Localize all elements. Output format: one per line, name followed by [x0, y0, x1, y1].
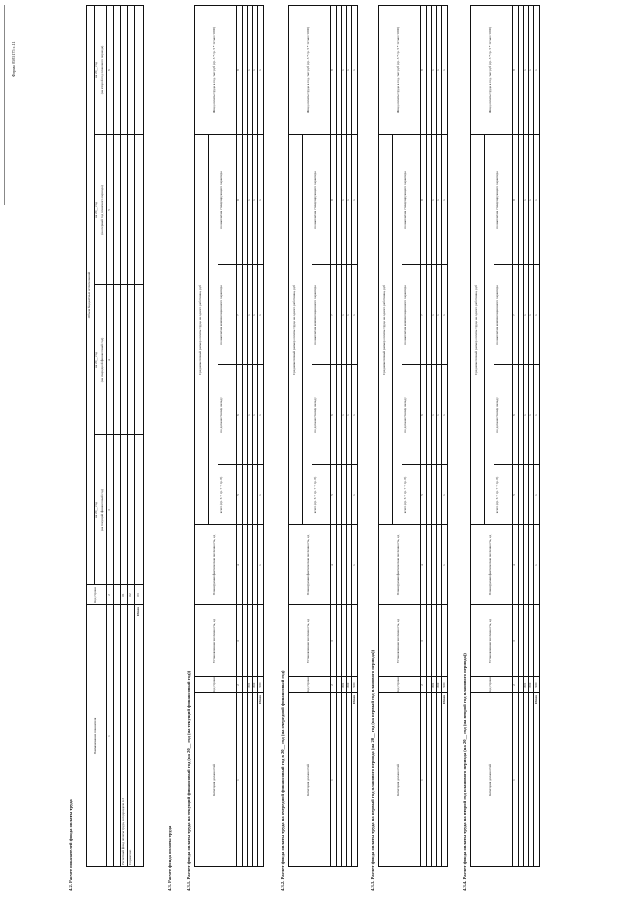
top-rule: [4, 5, 5, 205]
table-1-total-x: x: [257, 314, 262, 316]
col-code-header: Код строки: [93, 587, 98, 603]
table-1-salary-header: по должностному окладу: [219, 397, 224, 433]
table-2-avg-header: Среднемесячный размер оплаты труда на одного работника, руб: [292, 284, 297, 376]
table-3-num-1: 1: [420, 779, 425, 781]
table-3-total-code: 900: [441, 682, 446, 688]
table-1-row-code-802: 802: [252, 682, 256, 688]
row-ref-name: Справочно: [127, 849, 132, 865]
table-2-total-x: x: [351, 314, 356, 316]
table-1-num-4: 4: [236, 564, 241, 566]
table-3-row-2-x: x: [436, 414, 440, 416]
table-4-row-1-x: x: [523, 414, 527, 416]
table-2-num-9: 9: [330, 69, 335, 71]
table-2-stim-header: по выплатам стимулирующего характера: [313, 171, 318, 229]
table-3-total-x: x: [441, 314, 446, 316]
section-4-3-title: 4.3. Расчет фонда оплаты труда: [167, 825, 172, 891]
table-1-row-1-x: x: [247, 314, 251, 316]
table-1-num-6: 6: [236, 414, 241, 416]
col-name-header: Наименование показателя: [93, 717, 98, 755]
table-2-num-5: 5: [330, 494, 335, 496]
section-4-3-4-title: 4.3.4. Расчет фонда оплаты труда на второй год планового периода (на 20__ год (на второй год планового периода)): [462, 653, 467, 891]
num-2: 2: [106, 594, 111, 596]
table-1-comp-header: по выплатам компенсационного характера: [219, 285, 224, 345]
table-2-row-2-x: x: [346, 69, 350, 71]
table-2-row-1-x: x: [341, 414, 345, 416]
table-2-total-code: 900: [351, 682, 356, 688]
year1-header: на 20__ год: [94, 502, 99, 518]
table-4-num-4: 4: [512, 564, 517, 566]
total-label: Итого: [136, 607, 141, 616]
table-2-total-header: всего (гр. 6 + гр. 7 + гр. 8): [313, 476, 318, 514]
table-4-row-2-x: x: [528, 199, 532, 201]
table-1-fund-header: Фонд оплаты труда в год, тыс руб (гр. 3 * гр. 5 * 12 мес/1000): [212, 26, 217, 114]
section-4-3-3-title: 4.3.3. Расчет фонда оплаты труда на первый год планового периода (на 20__ год (на первый год планового периода)): [370, 649, 375, 891]
table-4-total-x: x: [533, 414, 538, 416]
table-1-total-x: x: [257, 414, 262, 416]
table-2-row-2-x: x: [346, 199, 350, 201]
table-2-total-x: x: [351, 564, 356, 566]
table-4-staff-header: Установленная численность, ед: [488, 618, 493, 664]
table-2-num-3: 3: [330, 640, 335, 642]
table-3-row-2-x: x: [436, 314, 440, 316]
table-4-row-1-x: x: [523, 199, 527, 201]
year2-header: на 20__ год: [94, 352, 99, 368]
table-1-num-1: 1: [236, 779, 241, 781]
section-4-3-2-title: 4.3.2. Расчет фонда оплаты труда на очередной финансовый год в 20__ год (на очередной финансовый год): [280, 670, 285, 891]
table-1-num-7: 7: [236, 314, 241, 316]
table-2-fund-header: Фонд оплаты труда в год, тыс руб (гр. 3 * гр. 5 * 12 мес/1000): [306, 26, 311, 114]
table-2-total-x: x: [351, 69, 356, 71]
num-3: 3: [106, 509, 111, 511]
table-1-row-1-x: x: [247, 414, 251, 416]
table-4-row-1-x: x: [523, 69, 527, 71]
table-4-num-2: 2: [512, 684, 517, 686]
table-3-salary-header: по должностному окладу: [403, 397, 408, 433]
table-3-total-x: x: [441, 199, 446, 201]
table-3-code-header: Код строки: [396, 677, 401, 693]
table-4-num-9: 9: [512, 69, 517, 71]
table-1-num-8: 8: [236, 199, 241, 201]
table-1-avg-header: Среднемесячный размер оплаты труда на одного работника, руб: [198, 284, 203, 376]
table-1-stim-header: по выплатам стимулирующего характера: [219, 171, 224, 229]
col-obligations-header: Объем бюджетных ассигнований: [87, 271, 92, 319]
table-3-actual-header: Планируемая фактическая численность, ед: [396, 534, 401, 596]
num-6: 6: [106, 69, 111, 71]
section-4-2-title: 4.2. Расчет показателей фонда оплаты труда: [68, 799, 73, 891]
table-3-num-7: 7: [420, 314, 425, 316]
table-2-code-header: Код строки: [306, 677, 311, 693]
table-3-num-6: 6: [420, 414, 425, 416]
table-3-comp-header: по выплатам компенсационного характера: [403, 285, 408, 345]
table-1-row-2-x: x: [252, 69, 256, 71]
table-4-hline: [518, 5, 519, 867]
table-3-stim-header: по выплатам стимулирующего характера: [403, 171, 408, 229]
table-3-num-8: 8: [420, 199, 425, 201]
table-1-actual-header: Планируемая фактическая численность, ед: [212, 534, 217, 596]
table-4-actual-header: Планируемая фактическая численность, ед: [488, 534, 493, 596]
total-code: 03: [136, 593, 141, 597]
table-1-num-9: 9: [236, 69, 241, 71]
table-4-num-7: 7: [512, 314, 517, 316]
table-4-num-6: 6: [512, 414, 517, 416]
year3-sub: (на первый год планового периода): [100, 185, 105, 235]
table-4-row-code-801: 801: [523, 682, 527, 688]
table-3-row-2-x: x: [436, 69, 440, 71]
table-4-salary-header: по должностному окладу: [495, 397, 500, 433]
table-2-row-2-x: x: [346, 414, 350, 416]
row-ref-code: 02: [127, 593, 132, 597]
table-1-num-5: 5: [236, 494, 241, 496]
table-1-row-2-x: x: [252, 314, 256, 316]
table-1-total-x: x: [257, 199, 262, 201]
table-2-row-code-802: 802: [346, 682, 350, 688]
table-1-row-code-801: 801: [247, 682, 251, 688]
table-1-num-2: 2: [236, 684, 241, 686]
table-1-category-header: Категория должностей: [212, 764, 217, 796]
table-4-num-1: 1: [512, 779, 517, 781]
table-3-num-2: 2: [420, 684, 425, 686]
table-3-total-x: x: [441, 414, 446, 416]
table-3-num-9: 9: [420, 69, 425, 71]
table-3-fund-header: Фонд оплаты труда в год, тыс руб (гр. 3 * гр. 5 * 12 мес/1000): [396, 26, 401, 114]
table-2-salary-header: по должностному окладу: [313, 397, 318, 433]
table-3-num-4: 4: [420, 564, 425, 566]
table-3-total-header: всего (гр. 6 + гр. 7 + гр. 8): [403, 476, 408, 514]
table-3-total-x: x: [441, 69, 446, 71]
table-2-num-8: 8: [330, 199, 335, 201]
table-4-row-2-x: x: [528, 314, 532, 316]
table-1-total-header: всего (гр. 6 + гр. 7 + гр. 8): [219, 476, 224, 514]
table-1-total-x: x: [257, 69, 262, 71]
num-4: 4: [106, 359, 111, 361]
year1-sub: (на текущий финансовый год): [100, 488, 105, 532]
table-2-num-2: 2: [330, 684, 335, 686]
table-4-total-code: 900: [533, 682, 538, 688]
table-4-row-code-802: 802: [528, 682, 532, 688]
table-4-total-x: x: [533, 564, 538, 566]
table-2-total-label: Итого: [351, 695, 356, 704]
table-1-code-header: Код строки: [212, 677, 217, 693]
table-4-category-header: Категория должностей: [488, 764, 493, 796]
table-2-total-x: x: [351, 494, 356, 496]
table-2-row-code-801: 801: [341, 682, 345, 688]
num-5: 5: [106, 209, 111, 211]
num-1: 1: [106, 735, 111, 737]
year4-sub: (на второй год планового периода): [100, 45, 105, 95]
table-4-stim-header: по выплатам стимулирующего характера: [495, 171, 500, 229]
table-2-comp-header: по выплатам компенсационного характера: [313, 285, 318, 345]
table-3-row-code-802: 802: [436, 682, 440, 688]
table-2-num-4: 4: [330, 564, 335, 566]
table-2-total-x: x: [351, 199, 356, 201]
year4-header: на 20__ год: [94, 62, 99, 78]
table-1-num-3: 3: [236, 640, 241, 642]
table-3-row-1-x: x: [431, 69, 435, 71]
table-2-num-6: 6: [330, 414, 335, 416]
table-1-total-code: 900: [257, 682, 262, 688]
table-2-row-1-x: x: [341, 69, 345, 71]
table-2-num-1: 1: [330, 779, 335, 781]
table-4-num-5: 5: [512, 494, 517, 496]
table-2-category-header: Категория должностей: [306, 764, 311, 796]
table-2-total-x: x: [351, 414, 356, 416]
table-3-row-1-x: x: [431, 199, 435, 201]
table-3-staff-header: Установленная численность, ед: [396, 618, 401, 664]
table-3-category-header: Категория должностей: [396, 764, 401, 796]
table-3-num-3: 3: [420, 640, 425, 642]
table-2-hline: [336, 5, 337, 867]
table-3-row-1-x: x: [431, 314, 435, 316]
form-number: Форма 0505175 с.11: [11, 41, 16, 77]
table-2-num-7: 7: [330, 314, 335, 316]
table-1-row-2-x: x: [252, 199, 256, 201]
table-3-num-5: 5: [420, 494, 425, 496]
table-4-row-2-x: x: [528, 69, 532, 71]
section-4-3-1-title: 4.3.1. Расчет фонда оплаты труда на текущий финансовый год (на 20__ год (на текущий финансовый год)): [186, 670, 191, 891]
table-1-hline: [242, 5, 243, 867]
table-4-total-header: всего (гр. 6 + гр. 7 + гр. 8): [495, 476, 500, 514]
table-4-comp-header: по выплатам компенсационного характера: [495, 285, 500, 345]
table-4-code-header: Код строки: [488, 677, 493, 693]
table-3-row-code-801: 801: [431, 682, 435, 688]
table-1-row-2-x: x: [252, 414, 256, 416]
table-4-avg-header: Среднемесячный размер оплаты труда на одного работника, руб: [474, 284, 479, 376]
table-4-total-label: Итого: [533, 695, 538, 704]
table-2-actual-header: Планируемая фактическая численность, ед: [306, 534, 311, 596]
table-3-hline: [426, 5, 427, 867]
table-3-avg-header: Среднемесячный размер оплаты труда на одного работника, руб: [382, 284, 387, 376]
year3-header: на 20__ год: [94, 202, 99, 218]
table-4-row-2-x: x: [528, 414, 532, 416]
table-3-row-1-x: x: [431, 414, 435, 416]
table-1-total-label: Итого: [257, 695, 262, 704]
table-4-total-x: x: [533, 494, 538, 496]
table-4-row-1-x: x: [523, 314, 527, 316]
table-2-row-1-x: x: [341, 199, 345, 201]
table-1-total-x: x: [257, 564, 262, 566]
table-4-fund-header: Фонд оплаты труда в год, тыс руб (гр. 3 * гр. 5 * 12 мес/1000): [488, 26, 493, 114]
table-4-total-x: x: [533, 199, 538, 201]
table-1-total-x: x: [257, 494, 262, 496]
table-2-row-1-x: x: [341, 314, 345, 316]
row-fund-name: Расчетный фонд оплаты труда, в подразделе 4.3: [120, 797, 125, 865]
table-1-row-1-x: x: [247, 69, 251, 71]
table-3-total-x: x: [441, 494, 446, 496]
table-4-num-3: 3: [512, 640, 517, 642]
year2-sub: (на очередной финансовый год): [100, 337, 105, 383]
table-3-total-x: x: [441, 564, 446, 566]
table-1-row-1-x: x: [247, 199, 251, 201]
table-2-staff-header: Установленная численность, ед: [306, 618, 311, 664]
table-3-total-label: Итого: [441, 695, 446, 704]
table-4-total-x: x: [533, 314, 538, 316]
table-2-row-2-x: x: [346, 314, 350, 316]
table-3-row-2-x: x: [436, 199, 440, 201]
table-1-staff-header: Установленная численность, ед: [212, 618, 217, 664]
table-4-total-x: x: [533, 69, 538, 71]
table-4-num-8: 8: [512, 199, 517, 201]
row-fund-code: 01: [120, 593, 125, 597]
